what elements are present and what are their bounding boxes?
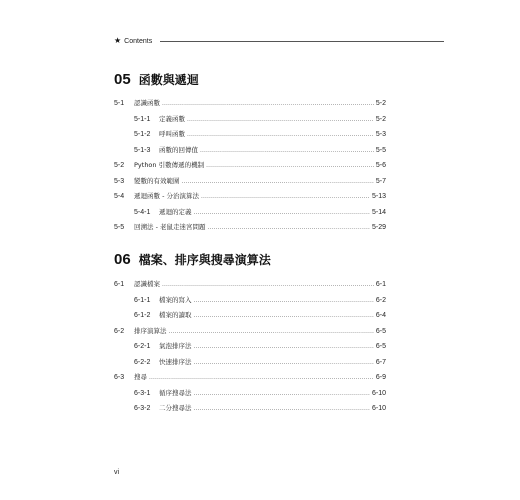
chapter-number: 05: [114, 71, 131, 88]
toc-entry-number: 6-3-2: [134, 405, 151, 412]
toc-entry[interactable]: [114, 97, 386, 109]
header-rule: [160, 41, 444, 42]
dot-leader: [194, 207, 370, 219]
toc-entry-page: 5-7: [375, 177, 386, 185]
toc-entry-number: 6-1-1: [134, 296, 151, 304]
chapter-heading: [114, 251, 271, 268]
toc-entry-title: 排序演算法: [134, 326, 167, 335]
toc-entry-number: 5-1: [114, 100, 125, 107]
toc-entry[interactable]: [114, 325, 386, 337]
toc-entry-number: 5-5: [114, 224, 125, 231]
toc-entry-page: 6-9: [375, 374, 386, 381]
toc-entry-page: 5-13: [371, 193, 386, 200]
toc-entry[interactable]: [114, 356, 386, 368]
dot-leader: [187, 129, 374, 141]
toc-entry-title: 快速排序法: [159, 357, 192, 366]
dot-leader: [187, 114, 374, 126]
toc-entry-number: 5-4: [114, 193, 125, 200]
toc-entry[interactable]: [114, 294, 386, 306]
toc-entry[interactable]: [114, 340, 386, 352]
toc-entry-title: 遞迴函數 - 分治演算法: [134, 192, 199, 200]
toc-entry-title: 搜尋: [134, 373, 147, 381]
toc-entry-page: 6-10: [371, 405, 386, 412]
star-icon: ★: [114, 36, 122, 45]
toc-entry[interactable]: [114, 128, 386, 140]
toc-entry-page: 6-4: [375, 312, 386, 319]
toc-entry-number: 5-1-2: [134, 131, 151, 138]
toc-entry[interactable]: [114, 387, 386, 399]
page-number: vi: [114, 469, 120, 476]
toc-entry-number: 6-3-1: [134, 389, 151, 397]
toc-entry-number: 6-2-2: [134, 358, 151, 366]
dot-leader: [194, 295, 374, 307]
toc-entry-number: 5-3: [114, 177, 125, 185]
toc-entry-title: 二分搜尋法: [159, 404, 192, 412]
toc-entry-title: 函數的回傳值: [159, 145, 198, 154]
toc-entry[interactable]: [114, 371, 386, 383]
dot-leader: [162, 279, 374, 291]
toc-entry-number: 6-1-2: [134, 312, 151, 319]
toc-entry-title: 氣泡排序法: [159, 342, 192, 350]
toc-entry-page: 6-7: [375, 358, 386, 366]
toc-entry-title: 遞迴的定義: [159, 207, 192, 216]
dot-leader: [194, 403, 370, 415]
toc-entry-number: 5-1-3: [134, 146, 151, 154]
dot-leader: [201, 191, 370, 203]
toc-entry-page: 6-2: [375, 296, 386, 304]
toc-entry-number: 6-2: [114, 327, 125, 335]
toc-entry-page: 5-3: [375, 131, 386, 138]
toc-entry-number: 6-1: [114, 281, 125, 288]
contents-label: Contents: [124, 37, 153, 45]
toc-entry-title: Python 引數傳遞的機制: [134, 161, 205, 169]
toc-entry-title: 定義函數: [159, 114, 185, 123]
dot-leader: [194, 388, 370, 400]
toc-entry-title: 變數的有效範圍: [134, 176, 180, 185]
toc-entry[interactable]: [114, 278, 386, 290]
chapter-title: 函數與遞迴: [138, 73, 199, 87]
toc-entry-title: 呼叫函數: [159, 130, 185, 138]
dot-leader: [162, 98, 374, 110]
toc-entry-number: 6-2-1: [134, 343, 151, 350]
toc-entry[interactable]: [114, 159, 386, 171]
chapter-title: 檔案、排序與搜尋演算法: [138, 253, 271, 267]
toc-entry-page: 6-10: [371, 389, 386, 397]
toc-entry-page: 6-5: [375, 343, 386, 350]
dot-leader: [182, 176, 374, 188]
toc-entry[interactable]: [114, 206, 386, 218]
toc-entry-title: 回溯法 - 老鼠走迷宮問題: [134, 223, 206, 231]
toc-entry-page: 5-5: [375, 146, 386, 154]
toc-entry-title: 檔案的讀取: [159, 311, 192, 319]
toc-entry[interactable]: [114, 309, 386, 321]
dot-leader: [194, 341, 374, 353]
toc-entry[interactable]: [114, 144, 386, 156]
toc-entry[interactable]: [114, 190, 386, 202]
toc-entry-number: 5-2: [114, 162, 125, 169]
toc-entry-page: 6-5: [375, 327, 386, 335]
dot-leader: [194, 357, 374, 369]
dot-leader: [194, 310, 374, 322]
toc-entry-number: 5-1-1: [134, 115, 151, 123]
dot-leader: [149, 372, 374, 384]
dot-leader: [169, 326, 374, 338]
toc-entry-page: 5-2: [375, 115, 386, 123]
toc-entry-page: 5-14: [371, 208, 386, 216]
dot-leader: [207, 222, 370, 234]
toc-entry-page: 5-29: [371, 224, 386, 231]
toc-entry-page: 5-6: [375, 162, 386, 169]
toc-entry-title: 檔案的寫入: [159, 295, 192, 304]
toc-entry[interactable]: [114, 221, 386, 233]
chapter-heading: [114, 71, 199, 88]
toc-entry-number: 6-3: [114, 374, 125, 381]
toc-entry-page: 5-2: [375, 100, 386, 107]
toc-entry-title: 認識函數: [134, 99, 160, 107]
toc-entry[interactable]: [114, 175, 386, 187]
toc-entry-number: 5-4-1: [134, 208, 151, 216]
toc-entry[interactable]: [114, 113, 386, 125]
contents-header: [114, 35, 444, 47]
toc-entry-title: 認識檔案: [134, 280, 160, 288]
toc-entry-title: 循序搜尋法: [159, 388, 192, 397]
dot-leader: [206, 160, 374, 172]
chapter-number: 06: [114, 251, 131, 268]
dot-leader: [200, 145, 374, 157]
toc-entry-page: 6-1: [375, 281, 386, 288]
toc-entry[interactable]: [114, 402, 386, 414]
